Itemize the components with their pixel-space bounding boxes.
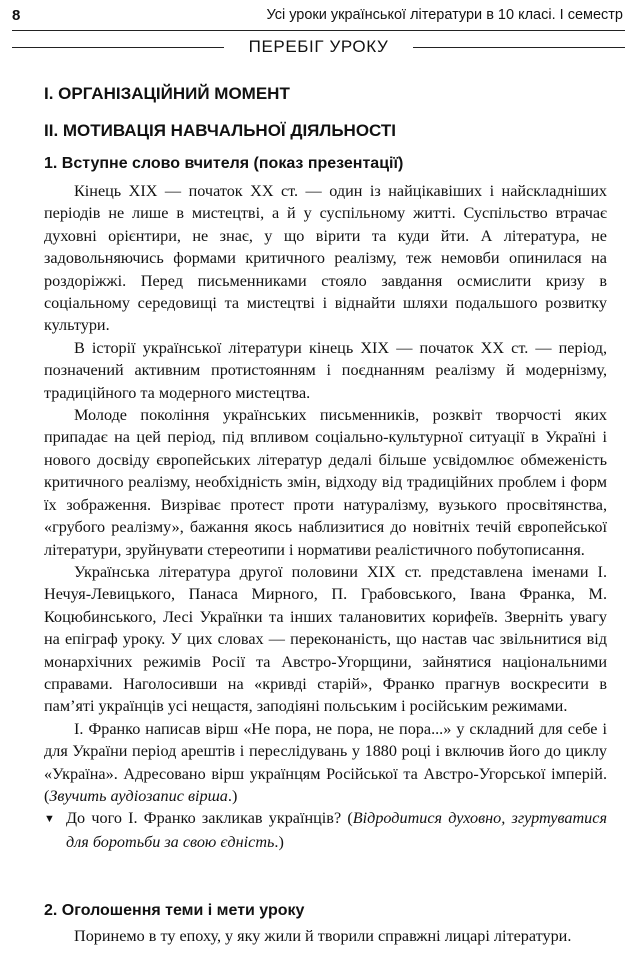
question-text: До чого І. Франко закликав українців? (	[66, 809, 353, 828]
paragraph-5-end: .)	[227, 786, 238, 805]
paragraph-1: Кінець XIX — початок XX ст. — один із найцікавіших і найскладніших періодів не лише в мистецтві, а й у суспільному житті. Суспільство втрачає духовні орієнтири, не знає, у що вірити та куди йти. А література, не задовольняючись формами критичного реалізму, теж немовби опинилася на роздоріжжі. Перед письменниками стояло завдання осмислити кризу в соціальному середовищі та мистецтві і віднайти шляхи подальшого розвитку культури.	[44, 182, 607, 335]
topic-text-block	[44, 925, 607, 947]
paragraph-4: Українська література другої половини XIX ст. представлена іменами І. Нечуя-Левицького, Панаса Мирного, П. Грабовського, Івана Франка, М. Коцюбинського, Лесі Українки та інших талановитих корифеїв. Зверніть увагу на епіграф уроку. У цих словах — переконаність, що настав час звільнитися від монархічних режимів Росії та Австро-Угорщини, зайнятися національними справами. Наголосивши на «кривді старій», Франко прагнув воскресити в пам’яті українців усі нещастя, заподіяні польським і російським режимами.	[44, 562, 607, 716]
heading-motivation: ІІ. МОТИВАЦІЯ НАВЧАЛЬНОЇ ДІЯЛЬНОСТІ	[44, 121, 397, 140]
running-title: Усі уроки української літератури в 10 класі. І семестр	[266, 7, 623, 23]
subheading-topic: 2. Оголошення теми і мети уроку	[44, 902, 305, 919]
heading-organizational: І. ОРГАНІЗАЦІЙНИЙ МОМЕНТ	[44, 84, 290, 103]
page-number: 8	[12, 7, 21, 24]
subheading-intro: 1. Вступне слово вчителя (показ презентації)	[44, 155, 404, 172]
section-banner	[12, 35, 625, 59]
question-item	[44, 807, 607, 853]
paragraph-5	[44, 718, 607, 808]
section-banner-title: ПЕРЕБІГ УРОКУ	[248, 37, 389, 56]
paragraph-5-text: І. Франко написав вірш «Не пора, не пора, не пора...» у складний для себе і для України період арештів і переслідувань у 1880 році і включив його до циклу «Україна». Адресовано вірш українцям Російської та Австро-Угорської імперій. (	[44, 719, 607, 805]
page-header	[12, 4, 625, 28]
header-rule	[12, 30, 625, 31]
paragraph-3: Молоде покоління українських письменників, розквіт творчості яких припадає на цей період, під впливом соціально-культурної ситуації в Україні і нового досвіду європейських літератур дедалі більше усвідомлює обмеженість критичного реалізму, необхідність змін, відходу від традиційних проблем і форм їх зображення. Визріває протест проти натуралізму, вузького просвітянства, «грубого реалізму», бажання якось наблизитися до новітніх течій європейської літератури, зруйнувати стереотипи і нормативи реалістичного побутописання.	[44, 406, 607, 559]
paragraph-5-italic: Звучить аудіозапис вірша	[49, 786, 228, 805]
paragraph-6: Поринемо в ту епоху, у яку жили й творили справжні лицарі літератури.	[74, 927, 572, 945]
down-triangle-bullet-icon: ▼	[44, 813, 55, 826]
question-answer-italic: Відродитися духовно, згуртуватися для боротьби за свою єдність	[66, 809, 607, 851]
paragraph-2: В історії української літератури кінець XIX — початок XX ст. — період, позначений активним протистоянням і поєднанням реалізму й модернізму, традиційного та модерного мистецтва.	[44, 338, 607, 402]
question-end: .)	[274, 832, 284, 851]
intro-text-block	[44, 180, 607, 853]
banner-rule-right	[413, 47, 625, 48]
